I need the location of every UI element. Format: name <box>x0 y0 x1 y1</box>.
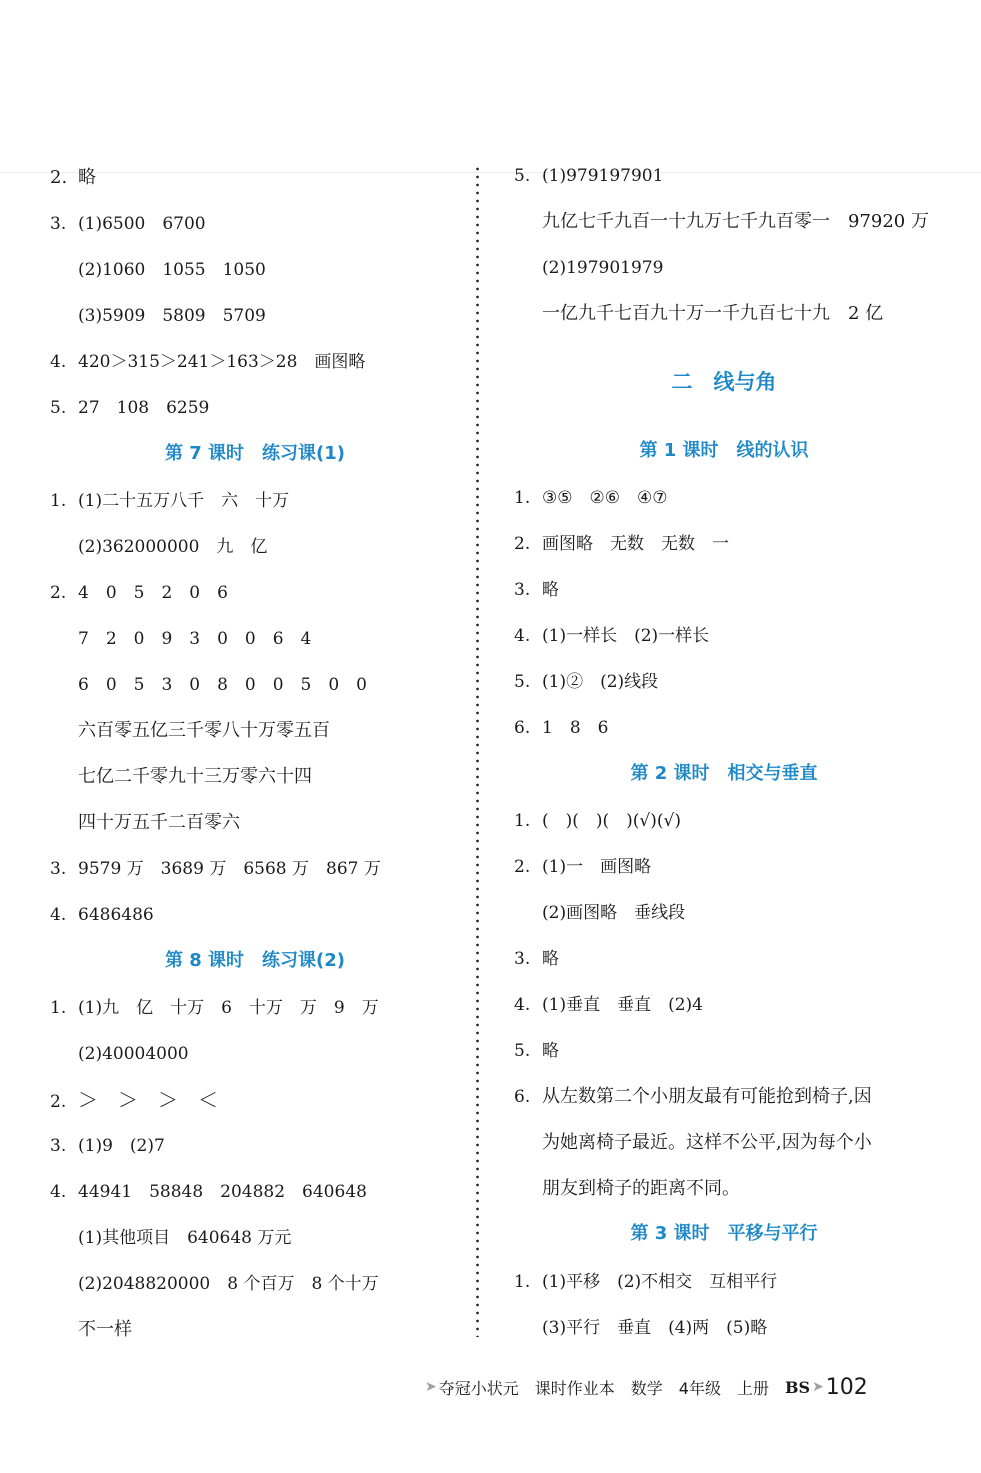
section-heading: 第 3 课时 平移与平行 <box>630 1223 818 1244</box>
answer-line: 7 2 0 9 3 0 0 6 4 <box>78 629 312 649</box>
answer-line: 6. 1 8 6 <box>514 718 609 738</box>
answer-line: 4. (1)垂直 垂直 (2)4 <box>514 995 703 1015</box>
answer-line: 3. (1)6500 6700 <box>50 214 206 234</box>
answer-line: 4. 420＞315＞241＞163＞28 画图略 <box>50 352 366 372</box>
answer-line: 4. 6486486 <box>50 905 154 925</box>
unit-title: 二 线与角 <box>671 370 777 394</box>
answer-line: 2. 画图略 无数 无数 一 <box>514 534 729 554</box>
answer-line: (2)画图略 垂线段 <box>542 903 686 923</box>
answer-line: 四十万五千二百零六 <box>78 812 240 833</box>
answer-line: 4. 44941 58848 204882 640648 <box>50 1182 367 1202</box>
answer-line: 七亿二千零九十三万零六十四 <box>78 766 312 787</box>
answer-line: 1. ③⑤ ②⑥ ④⑦ <box>514 488 668 508</box>
answer-line: 1. (1)九 亿 十万 6 十万 万 9 万 <box>50 998 379 1018</box>
answer-line: 5. (1)979197901 <box>514 166 664 186</box>
answer-line: 3. (1)9 (2)7 <box>50 1136 165 1156</box>
section-heading: 第 1 课时 线的认识 <box>639 440 809 461</box>
answer-line: 2. 4 0 5 2 0 6 <box>50 583 228 603</box>
section-heading: 第 7 课时 练习课(1) <box>164 443 346 464</box>
answer-line: (2)40004000 <box>78 1044 189 1064</box>
arrow-icon: ➤ <box>812 1379 824 1395</box>
answer-line: 为她离椅子最近。这样不公平,因为每个小 <box>542 1132 872 1153</box>
answer-line: (1)其他项目 640648 万元 <box>78 1228 292 1248</box>
answer-line: 4. (1)一样长 (2)一样长 <box>514 626 710 646</box>
answer-line: 6 0 5 3 0 8 0 0 5 0 0 <box>78 675 367 695</box>
answer-line: 2. (1)一 画图略 <box>514 857 652 877</box>
arrow-icon: ➤ <box>425 1379 437 1395</box>
answer-line: (2)362000000 九 亿 <box>78 537 268 557</box>
footer-grade: 4年级 <box>678 1378 721 1398</box>
answer-line: (3)平行 垂直 (4)两 (5)略 <box>542 1318 768 1338</box>
answer-line: 5. (1)② (2)线段 <box>514 672 659 692</box>
page-footer <box>425 1372 925 1402</box>
answer-line: 5. 略 <box>514 1041 559 1061</box>
answer-line: 六百零五亿三千零八十万零五百 <box>78 720 330 741</box>
top-rule <box>0 172 981 173</box>
answer-line: 3. 略 <box>514 580 559 600</box>
answer-line: 1. ( )( )( )(√)(√) <box>514 811 681 831</box>
answer-line: (3)5909 5809 5709 <box>78 306 266 326</box>
answer-line: 一亿九千七百九十万一千九百七十九 2 亿 <box>542 303 884 324</box>
answer-line: (2)2048820000 8 个百万 8 个十万 <box>78 1274 379 1294</box>
answer-line: 2. ＞ ＞ ＞ ＜ <box>50 1088 218 1112</box>
answer-line: 3. 9579 万 3689 万 6568 万 867 万 <box>50 859 381 879</box>
section-heading: 第 8 课时 练习课(2) <box>164 950 346 971</box>
answer-line: (2)197901979 <box>542 258 664 278</box>
answer-line: 1. (1)平移 (2)不相交 互相平行 <box>514 1272 778 1292</box>
answer-line: 不一样 <box>78 1319 132 1340</box>
answer-line: 九亿七千九百一十九万七千九百零一 97920 万 <box>542 211 929 232</box>
answer-line: 1. (1)二十五万八千 六 十万 <box>50 491 290 511</box>
dotted-divider <box>476 165 479 1337</box>
footer-volume: 上册 <box>736 1378 769 1398</box>
section-heading: 第 2 课时 相交与垂直 <box>630 763 818 784</box>
answer-line: 6. 从左数第二个小朋友最有可能抢到椅子,因 <box>514 1086 872 1107</box>
page-number: 102 <box>825 1374 868 1400</box>
answer-line: 5. 27 108 6259 <box>50 398 210 418</box>
answer-line: 2. 略 <box>50 167 96 188</box>
footer-brand: 夺冠小状元 <box>438 1378 519 1398</box>
answer-line: 朋友到椅子的距离不同。 <box>542 1178 740 1199</box>
footer-subject: 数学 <box>630 1378 663 1398</box>
answer-line: 3. 略 <box>514 949 559 969</box>
footer-edition: BS <box>784 1377 811 1397</box>
footer-book: 课时作业本 <box>534 1378 615 1398</box>
answer-line: (2)1060 1055 1050 <box>78 260 266 280</box>
